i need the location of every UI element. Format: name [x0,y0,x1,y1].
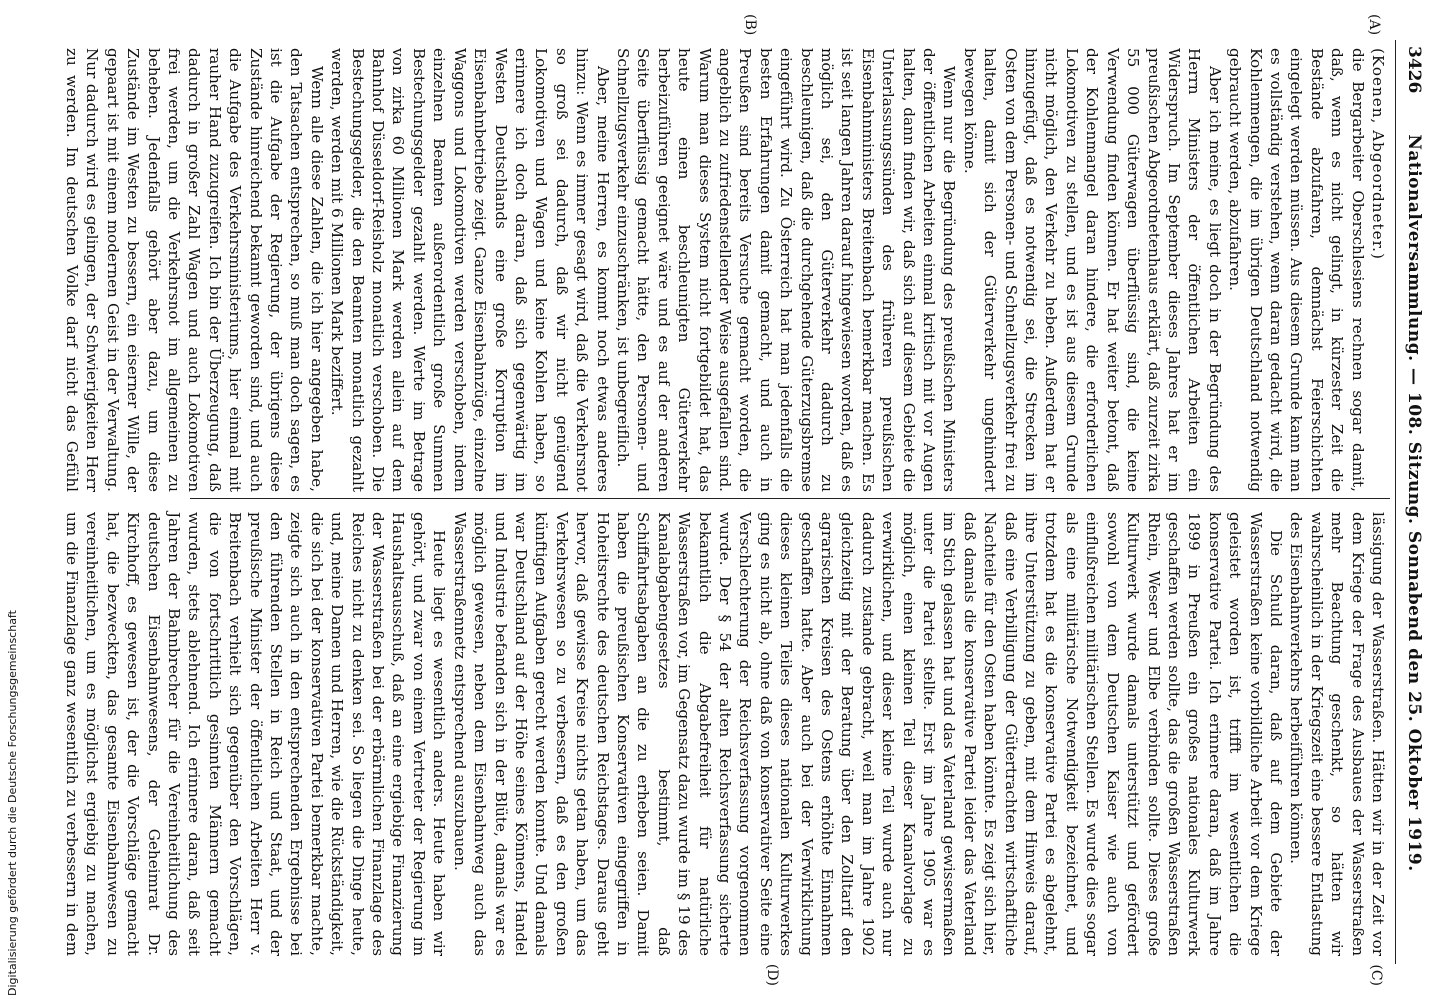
footer-label: Digitalisierung gefördert durch die Deutsche Forschungsgemeinschaft [6,610,19,996]
document-sheet [60,0,1434,1000]
header-rule [1395,40,1396,964]
paragraph: Aber ich meine, es liegt doch in der Begründung des Herrn Ministers der öffentlichen Arbeiten ein Widerspruch. Im September dieses Jahres hat er im preußischen Abgeordnetenhaus erklärt, daß zurzeit zirka 55 000 Güterwagen überflüssig sind, die keine Verwendung finden können. Er hat weiter betont, daß der Kohlenmangel daran hindere, die erforderlichen Lokomotiven zu stellen, und es ist aus diesem Grunde nicht möglich, den Verkehr zu heben. Außerdem hat er hinzugefügt, daß es notwendig sei, die Strecken im Osten von dem Personen- und Schnellzugsverkehr frei zu halten, damit sich der Güterverkehr ungehindert bewegen könne. [960,48,1224,492]
margin-mark-d: (D) [764,963,780,986]
paragraph: Aber, meine Herren, es kommt noch etwas anderes hinzu: Wenn es immer gesagt wird, daß die Verkehrsnot so groß sei dadurch, daß wir nicht genügend Lokomotiven und Wagen und keine Kohlen haben, so erinnere ich doch daran, daß sich gegenwärtig im Westen Deutschlands eine große Korruption im Eisenbahnbetriebe zeigt. Ganze Eisenbahnzüge, einzelne Waggons und Lokomotiven werden verschoben, indem einzelnen Beamten außerordentlich große Summen Bestechungsgelder gezahlt werden. Werte im Betrage von zirka 60 Millionen Mark werden allein auf dem Bahnhof Düsseldorf-Reisholz monatlich verschoben. Die Bestechungsgelder, die den Beamten monatlich gezahlt werden, werden mit 6 Millionen Mark beziffert. [328,48,612,492]
running-title: Nationalversammlung. — 108. Sitzung. Sonnabend den 25. Oktober 1919. [1404,134,1424,872]
footer-text [0,0,60,1000]
speaker-note: (Koenen, Abgeordneter.) [1369,48,1387,260]
paragraph: Die Schuld daran, daß auf dem Gebiete der Wasserstraßen keine vorbildliche Arbeit vor dem Kriege geleistet worden ist, trifft im wesentlichen die konservative Partei. Ich erinnere daran, daß im Jahre 1899 in Preußen ein großes nationales Kulturwerk geschaffen werden sollte, das die großen Wasserstraßen Rhein, Weser und Elbe verbinden sollte. Dieses große Kulturwerk wurde damals unterstützt und gefördert sowohl von dem Deutschen Kaiser wie auch von einflußreichen militärischen Stellen. Es wurde dies sogar als eine militärische Notwendigkeit bezeichnet, und trotzdem hat es die konservative Partei es abgelehnt, ihre Unterstützung zu geben, mit dem Hinweis darauf, daß eine Verbilligung der Gütertrachten wirtschaftliche Nachteile für den Osten haben könnte. Es zeigt sich hier, daß damals die konservative Partei leider das Vaterland im Stich gelassen hat und das Vaterland gewissermaßen unter die Partei stellte. Erst im Jahre 1905 war es möglich, einen kleinen Teil dieser Kanalvorlage zu verwirklichen, und dieser kleine Teil wurde auch nur dadurch zustande gebracht, weil man im Jahre 1902 gleichzeitig mit der Beratung über den Zolltarif den agrarischen Kreisen des Ostens erhöhte Einnahmen geschaffen hatte. Aber auch bei der Verwirklichung dieses kleinen Teiles dieses nationalen Kulturwerkes ging es nicht ab, ohne daß von konservativer Seite eine Verschlechterung der Reichsverfassung vorgenommen wurde. Der § 54 der alten Reichsverfassung sicherte bekanntlich die Abgabefreiheit für natürliche Wasserstraßen vor, im Gegensatz dazu wurde im § 19 des Kanalabgabengesetzes bestimmt, daß Schiffahrtsabgaben an die zu erheben seien. Damit haben die preußischen Konservativen eingegriffen in Hoheitsrechte des deutschen Reichstages. Daraus geht hervor, daß gewisse Kreise nichts getan haben, um das Verkehrswesen so zu verbessern, daß es den großen künftigen Aufgaben gerecht werden konnte. Und damals war Deutschland auf der Höhe seines Könnens, Handel und Industrie befanden sich in der Blüte, damals war es möglich gewesen, neben dem Eisenbahnweg auch das Wasserstraßennetz entsprechend auszubauen. [450,512,1285,956]
paragraph: lässigung der Wasserstraßen. Hätten wir in der Zeit vor dem Kriege der Frage des Ausbaues der Wasserstraßen mehr Beachtung geschenkt, so hätten wir wahrscheinlich in der Kriegszeit eine bessere Entlastung des Eisenbahnverkehrs herbeiführen können. [1287,512,1387,956]
margin-mark-c: (C) [1368,964,1384,986]
paragraph: Wenn nur die Begründung des preußischen Ministers der öffentlichen Arbeiten einmal kritisch mit vor Augen halten, dann finden wir, daß sich auf diesem Gebiete die Unterlassungssünden des früheren preußischen Eisenbahnministers Breitenbach bemerkbar machen. Es ist seit langen Jahren darauf hingewiesen worden, daß es möglich sei, den Güterverkehr dadurch zu beschleunigen, daß die durchgehende Güterzugsbremse eingeführt wird. Zu Österreich hat man jedenfalls die besten Erfahrungen damit gemacht, und auch in Preußen sind bereits Versuche gemacht worden, die angeblich zu zufriedenstellender Weise ausgefallen sind. Warum man dieses System nicht fortgebildet hat, das heute einen beschleunigten Güterverkehr herbeizuführen geeignet wäre und es auf der anderen Seite überflüssig gemacht hätte, den Personen- und Schnellzugsverkehr einzuschränken, ist unbegreiflich. [613,48,959,492]
paragraph: Wenn alle diese Zahlen, die ich hier angegeben habe, den Tatsachen entsprechen, so muß man doch sagen, es ist die Aufgabe der Regierung, der übrigens diese Zustände hinreichend bekannt geworden sind, und auch die Aufgabe des Verkehrsministeriums, hier einmal mit rauher Hand zuzugreifen. Ich bin der Überzeugung, daß dadurch in großer Zahl Wagen und auch Lokomotiven frei werden, um die Verkehrsnot im allgemeinen zu beheben. Jedenfalls gehört aber dazu, um diese Zustände im Westen zu bessern, ein eiserner Wille, der gepaart ist mit einem modernen Geist in der Verwaltung. Nur dadurch wird es gelingen, der Schwierigkeiten Herr zu werden. Im deutschen Volke darf nicht das Gefühl [63,48,326,492]
running-head [1398,46,1428,960]
left-column [60,48,1388,492]
footer-strip [0,0,60,1000]
page-number: 3426 [1404,46,1424,94]
right-column [60,512,1388,956]
paragraph: die Bergarbeiter Oberschlesiens rechnen sogar damit, daß, wenn es nicht gelingt, in kürzester Zeit die Bestände abzufahren, demnächst Feierschichten eingelegt werden müssen. Aus diesem Grunde kann man es vollständig verstehen, wenn daran gedacht wird, die Kohlenmengen, die im übrigen Deutschland notwendig gebraucht werden, abzufahren. [1226,48,1367,492]
page-scan [60,0,1434,1000]
paragraph: Heute liegt es wesentlich anders. Heute haben wir gehört, und zwar von einem Vertreter der Regierung im Haushaltsausschuß, daß an eine ergiebige Finanzierung der Wasserstraßen bei der erbärmlichen Finanzlage des Reiches nicht zu denken sei. So liegen die Dinge heute, und, meine Damen und Herren, wie die Rückständigkeit, die sich bei der konservativen Partei bemerkbar machte, zeigte sich auch in den entsprechenden Ergebnisse bei den führenden Stellen in Reich und Staat, und der preußische Minister der öffentlichen Arbeiten Herr v. Breitenbach verhielt sich gegenüber den Vorschlägen, die von fortschrittlich gesinnten Männern gemacht wurden, stets ablehnend. Ich erinnere daran, daß seit Jahren der Bahnbrecher für die Vereinheitlichung des deutschen Eisenbahnwesens, der Geheimrat Dr. Kirchhoff, es gewesen ist, der die Vorschläge gemacht hat, die bezweckten, das gesamte Eisenbahnwesen zu vereinheitlichen, um es möglichst ergiebig zu machen, um die Finanzlage ganz wesentlich zu verbessern in dem [63,512,449,956]
margin-mark-b: (B) [742,14,758,36]
column-divider [190,498,1390,499]
margin-mark-a: (A) [1366,14,1382,36]
